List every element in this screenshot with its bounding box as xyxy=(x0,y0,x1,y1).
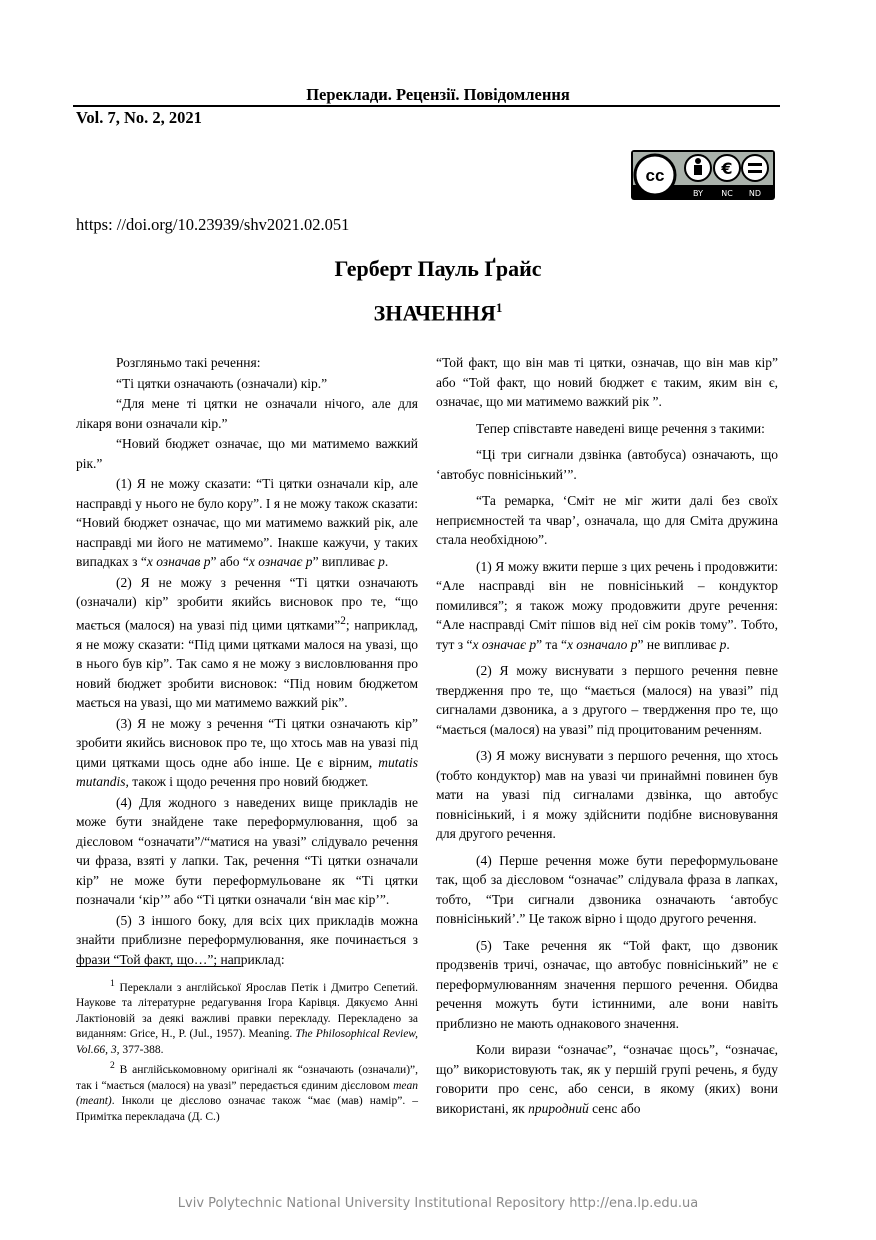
paragraph: (4) Перше речення може бути переформульоване так, щоб за дієсловом “означає” слідувала фраза в лапках, тобто, “Три сигнали дзвоника означають ‘автобус повнісінький’.” Це також вірно і щодо другого речення. xyxy=(436,852,778,926)
nd-bar-top xyxy=(748,163,762,166)
cc-letters: cc xyxy=(645,166,665,185)
text-run: (1) Я не можу сказати: “Ті цятки означали кір, але насправді у нього не було кору”. І я не можу також сказати: “Новий бюджет означає, що ми матимемо важкий рік, але насправді ми його не матимемо”. Інакше кажучи, у таких випадках з “ xyxy=(76,476,418,569)
right-column xyxy=(436,353,778,1119)
paragraph: (2) Я можу виснувати з першого речення певне твердження про те, що “мається (малося) на увазі” під сигналами дзвоника, а з другого – твердження про те, що “мається (малося) на увазі” під процитованим реченням. xyxy=(436,663,778,737)
text-run: ; наприклад, я не можу сказати: “Під цими цятками малося на увазі, що в нього був кір”. Так само я не можу з висловлювання про новий бюджет зробити висновок: “Під новим бюджетом мається на увазі, що ми матимемо важкий рік”. xyxy=(76,617,418,710)
italic-run: mean (meant) xyxy=(76,1079,418,1108)
title-footnote-mark[interactable]: 1 xyxy=(495,300,503,315)
text-run: сенс або xyxy=(588,1100,641,1116)
text-run: (1) Я можу вжити перше з цих речень і продовжити: “Але насправді він не повнісінький – кондуктор помилився”; я також можу продовжити друге речення: “Але насправді Сміт пішов від неї сім років тому”. Тобто, тут з “ xyxy=(436,558,778,652)
nd-bar-bottom xyxy=(748,170,762,173)
footnote-rule xyxy=(76,966,241,967)
license-badge-graphic xyxy=(631,150,775,200)
by-person-head xyxy=(695,158,701,164)
italic-run: p xyxy=(719,636,727,652)
paragraph: “Та ремарка, ‘Сміт не міг жити далі без своїх неприємностей та чвар’, означала, що для Сміта дружина стала необхідною”. xyxy=(436,493,778,547)
italic-run: x означає p xyxy=(248,554,313,569)
italic-run: The Philosophical Review, Vol.66, 3, xyxy=(76,1028,418,1056)
italic-run: природний xyxy=(528,1100,589,1116)
title-text: ЗНАЧЕННЯ xyxy=(373,300,496,326)
italic-run: mutatis mutandis, xyxy=(76,754,418,789)
text-run: ” та “ xyxy=(536,636,567,652)
footnote-1 xyxy=(76,976,418,1058)
nc-symbol: € xyxy=(721,159,733,178)
cc-by-nc-nd-icon[interactable] xyxy=(631,150,775,200)
paragraph: (4) Для жодного з наведених вище прикладів не може бути знайдене таке переформулювання, щоб за дієсловом “означати”/“матися на увазі” слідувало речення чи фраза, взяті у лапки. Так, речення “Ті цятки означали кір” не може бути переформульоване як “Ті цятки позначали ‘кір’” або “Ті цятки означали ‘він має кір’”. xyxy=(76,794,418,907)
paragraph: (5) З іншого боку, для всіх цих прикладів можна знайти приблизне переформулювання, яке починається з фрази “Той факт, що…”; наприклад: xyxy=(76,912,418,967)
footnote-mark: 1 xyxy=(110,978,115,989)
footnote-mark: 2 xyxy=(110,1060,115,1072)
article-title xyxy=(0,300,876,326)
paragraph xyxy=(76,714,418,792)
nd-equals-icon xyxy=(742,155,768,181)
text-run: . Інколи це дієслово означає також “має (мав) намір”. – Примітка перекладача (Д. С.) xyxy=(76,1095,418,1123)
paragraph: “Новий бюджет означає, що ми матимемо важкий рік.” xyxy=(76,436,418,471)
paragraph: “Ті цятки означають (означали) кір.” xyxy=(116,375,328,391)
text-run: . xyxy=(384,554,389,569)
footnotes xyxy=(76,976,418,1125)
text-run: Переклали з англійської Ярослав Петік і Дмитро Сепетий. Наукове та літературне редагування Ігора Карівця. Дякуємо Анні Лактіоновій за деякі важливі правки перекладу. Перекладено за виданням: Grice, H., P. (Jul., 1957). Meaning. xyxy=(76,981,418,1041)
paragraph xyxy=(76,474,418,572)
badge-nd-label: ND xyxy=(748,189,762,198)
italic-run: x означало p xyxy=(566,636,638,652)
doi-link[interactable]: https: //doi.org/10.23939/shv2021.02.051 xyxy=(76,215,350,234)
repository-footer: Lviv Polytechnic National University Institutional Repository http://ena.lp.edu.ua xyxy=(177,1196,699,1211)
footnote-2 xyxy=(76,1058,418,1125)
text-run: 377-388. xyxy=(119,1043,164,1056)
running-head: Переклади. Рецензії. Повідомлення xyxy=(306,85,570,104)
paragraph: (3) Я можу виснувати з першого речення, що хтось (тобто кондуктор) мав на увазі чи принаймні повинен був мати на увазі під сигналами дзвінка, що автобус повнісінький, і я можу здійснити подібне висновування для другого речення. xyxy=(436,748,778,841)
paragraph: Тепер співставте наведені вище речення з такими: xyxy=(476,420,765,436)
italic-run: p xyxy=(378,554,385,569)
text-run: ” випливає xyxy=(312,554,379,569)
text-run: (3) Я не можу з речення “Ті цятки означають кір” зробити якийсь висновок про те, що хтось мав на увазі під цими цятками щось одне або інше. Це є вірним, xyxy=(76,715,418,770)
text-run: (2) Я не можу з речення “Ті цятки означають (означали) кір” зробити якийсь висновок про те, “що мається (малося) на увазі під цими цятками” xyxy=(76,574,418,632)
text-run: Коли вирази “означає”, “означає щось”, “означає, що” використовують так, як у першій групі речень, я буду говорити про сенс, або сенси, в якому (яких) вони використані, як xyxy=(436,1042,778,1116)
by-person-body xyxy=(694,165,702,175)
footnote-ref[interactable]: 2 xyxy=(340,614,346,627)
article-author: Герберт Пауль Ґрайс xyxy=(334,256,542,281)
paragraph: “Для мене ті цятки не означали нічого, але для лікаря вони означали кір.” xyxy=(76,396,418,431)
text-run: ” не випливає xyxy=(637,636,720,652)
paragraph: “Ці три сигнали дзвінка (автобуса) означають, що ‘автобус повнісінький’”. xyxy=(436,447,778,482)
paragraph: Розгляньмо такі речення: xyxy=(116,355,261,370)
paragraph xyxy=(436,1040,778,1118)
paragraph: “Той факт, що він мав ті цятки, означав, що він мав кір” або “Той факт, що новий бюджет є таким, яким він є, означає, що ми матимемо важкий рік ”. xyxy=(436,355,778,409)
text-run: також і щодо речення про новий бюджет. xyxy=(128,774,369,789)
badge-by-label: BY xyxy=(693,189,703,198)
header-rule xyxy=(73,105,780,107)
paragraph: (5) Таке речення як “Той факт, що дзвоник продзвенів тричі, означає, що автобус повнісінький” не є переформулюванням значення першого речення. Обидва речення можуть бути істинними, але вони навіть приблизно не мають однакового значення. xyxy=(436,937,778,1031)
text-run: В англійськомовному оригіналі як “означають (означали)”, так і “мається (малося) на увазі” передається єдиним дієсловом xyxy=(76,1064,418,1092)
italic-run: x означав p xyxy=(146,554,211,569)
italic-run: x означає p xyxy=(472,636,537,652)
paragraph xyxy=(76,573,418,713)
text-run: ” або “ xyxy=(210,554,249,569)
volume-label: Vol. 7, No. 2, 2021 xyxy=(76,108,202,127)
left-column xyxy=(76,353,418,970)
badge-nc-label: NC xyxy=(721,189,733,198)
paragraph xyxy=(436,557,778,655)
text-run: . xyxy=(726,636,730,652)
